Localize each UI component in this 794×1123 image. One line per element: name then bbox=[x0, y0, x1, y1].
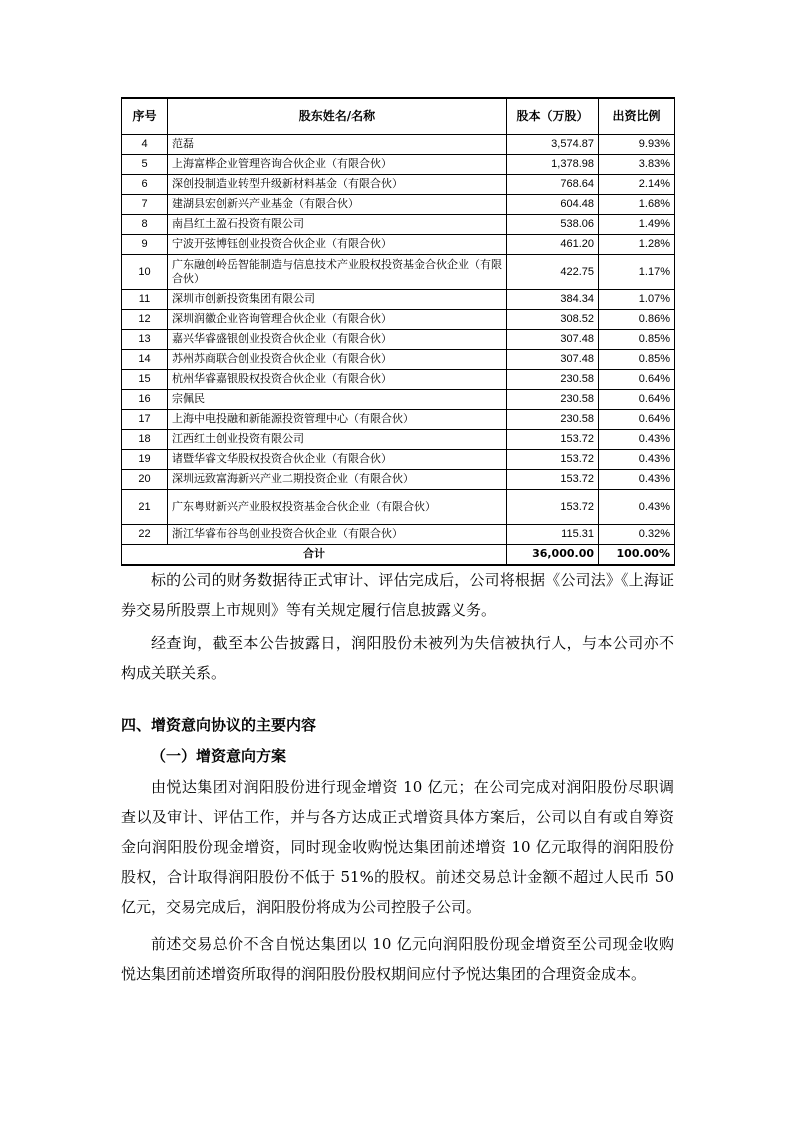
header-name: 股东姓名/名称 bbox=[168, 98, 507, 134]
row-shares: 308.52 bbox=[507, 309, 599, 329]
row-index: 8 bbox=[122, 214, 168, 234]
row-ratio: 2.14% bbox=[599, 174, 675, 194]
row-index: 4 bbox=[122, 134, 168, 154]
row-name: 深圳远致富海新兴产业二期投资企业（有限合伙） bbox=[168, 469, 507, 489]
paragraph-price-note: 前述交易总价不含自悦达集团以 10 亿元向润阳股份现金增资至公司现金收购悦达集团前述增资所取得的润阳股份股权期间应付予悦达集团的合理资金成本。 bbox=[121, 935, 674, 983]
total-ratio: 100.00% bbox=[599, 544, 675, 565]
row-name: 杭州华睿嘉银股权投资合伙企业（有限合伙） bbox=[168, 369, 507, 389]
row-name: 诸暨华睿文华股权投资合伙企业（有限合伙） bbox=[168, 449, 507, 469]
row-index: 15 bbox=[122, 369, 168, 389]
row-ratio: 0.85% bbox=[599, 329, 675, 349]
row-ratio: 0.64% bbox=[599, 369, 675, 389]
row-name: 建湖县宏创新兴产业基金（有限合伙） bbox=[168, 194, 507, 214]
row-index: 13 bbox=[122, 329, 168, 349]
paragraph-financial-disclosure: 标的公司的财务数据待正式审计、评估完成后，公司将根据《公司法》《上海证券交易所股票上市规则》等有关规定履行信息披露义务。 bbox=[121, 571, 674, 619]
row-shares: 1,378.98 bbox=[507, 154, 599, 174]
row-index: 20 bbox=[122, 469, 168, 489]
row-shares: 230.58 bbox=[507, 389, 599, 409]
row-index: 17 bbox=[122, 409, 168, 429]
row-shares: 538.06 bbox=[507, 214, 599, 234]
row-shares: 230.58 bbox=[507, 369, 599, 389]
row-shares: 230.58 bbox=[507, 409, 599, 429]
row-index: 7 bbox=[122, 194, 168, 214]
row-shares: 153.72 bbox=[507, 489, 599, 524]
table-row bbox=[122, 429, 675, 449]
table-row bbox=[122, 524, 675, 544]
row-ratio: 1.68% bbox=[599, 194, 675, 214]
table-row bbox=[122, 134, 675, 154]
row-index: 16 bbox=[122, 389, 168, 409]
row-ratio: 0.85% bbox=[599, 349, 675, 369]
row-shares: 461.20 bbox=[507, 234, 599, 254]
table-row bbox=[122, 309, 675, 329]
table-row bbox=[122, 234, 675, 254]
row-index: 11 bbox=[122, 289, 168, 309]
paragraph-capital-plan: 由悦达集团对润阳股份进行现金增资 10 亿元；在公司完成对润阳股份尽职调查以及审计、评估工作，并与各方达成正式增资具体方案后，公司以自有或自筹资金向润阳股份现金增资，同时现金收购悦达集团前述增资 10 亿元取得的润阳股份股权，合计取得润阳股份不低于 51%的股权。前述交易总计金额不超过人民币 50 亿元，交易完成后，润阳股份将成为公司控股子公司。 bbox=[121, 778, 674, 916]
shareholder-table bbox=[121, 97, 675, 566]
table-row bbox=[122, 214, 675, 234]
row-shares: 3,574.87 bbox=[507, 134, 599, 154]
row-ratio: 0.43% bbox=[599, 469, 675, 489]
row-index: 18 bbox=[122, 429, 168, 449]
row-ratio: 3.83% bbox=[599, 154, 675, 174]
row-name: 江西红土创业投资有限公司 bbox=[168, 429, 507, 449]
row-ratio: 0.64% bbox=[599, 409, 675, 429]
row-name: 深圳润徽企业咨询管理合伙企业（有限合伙） bbox=[168, 309, 507, 329]
row-ratio: 1.07% bbox=[599, 289, 675, 309]
table-row bbox=[122, 174, 675, 194]
row-index: 21 bbox=[122, 489, 168, 524]
paragraph-dishonesty-check: 经查询，截至本公告披露日，润阳股份未被列为失信被执行人，与本公司亦不构成关联关系。 bbox=[121, 634, 674, 682]
row-name: 广东粤财新兴产业股权投资基金合伙企业（有限合伙） bbox=[168, 489, 507, 524]
table-row bbox=[122, 369, 675, 389]
row-name: 广东融创岭岳智能制造与信息技术产业股权投资基金合伙企业（有限合伙） bbox=[168, 254, 507, 289]
row-shares: 384.34 bbox=[507, 289, 599, 309]
row-name: 浙江华睿布谷鸟创业投资合伙企业（有限合伙） bbox=[168, 524, 507, 544]
table-row bbox=[122, 329, 675, 349]
row-index: 9 bbox=[122, 234, 168, 254]
header-ratio: 出资比例 bbox=[599, 98, 675, 134]
row-index: 12 bbox=[122, 309, 168, 329]
table-row bbox=[122, 289, 675, 309]
section-heading: 四、增资意向协议的主要内容 bbox=[121, 716, 317, 734]
row-name: 宁波开弦博钰创业投资合伙企业（有限合伙） bbox=[168, 234, 507, 254]
table-row bbox=[122, 389, 675, 409]
row-ratio: 0.64% bbox=[599, 389, 675, 409]
row-name: 深圳市创新投资集团有限公司 bbox=[168, 289, 507, 309]
row-ratio: 0.32% bbox=[599, 524, 675, 544]
row-ratio: 9.93% bbox=[599, 134, 675, 154]
row-index: 10 bbox=[122, 254, 168, 289]
row-name: 宗佩民 bbox=[168, 389, 507, 409]
total-shares: 36,000.00 bbox=[507, 544, 599, 565]
table-row bbox=[122, 409, 675, 429]
table-row bbox=[122, 154, 675, 174]
table-header-row bbox=[122, 98, 675, 134]
row-shares: 153.72 bbox=[507, 429, 599, 449]
row-name: 深创投制造业转型升级新材料基金（有限合伙） bbox=[168, 174, 507, 194]
row-name: 上海中电投融和新能源投资管理中心（有限合伙） bbox=[168, 409, 507, 429]
header-shares: 股本（万股） bbox=[507, 98, 599, 134]
table-row bbox=[122, 194, 675, 214]
row-shares: 153.72 bbox=[507, 469, 599, 489]
table-row bbox=[122, 349, 675, 369]
row-shares: 422.75 bbox=[507, 254, 599, 289]
row-ratio: 1.49% bbox=[599, 214, 675, 234]
total-label: 合计 bbox=[122, 544, 507, 565]
row-ratio: 1.28% bbox=[599, 234, 675, 254]
row-index: 14 bbox=[122, 349, 168, 369]
table-row bbox=[122, 489, 675, 524]
row-index: 5 bbox=[122, 154, 168, 174]
row-ratio: 0.86% bbox=[599, 309, 675, 329]
row-shares: 604.48 bbox=[507, 194, 599, 214]
table-body bbox=[122, 134, 675, 565]
row-index: 6 bbox=[122, 174, 168, 194]
table-row bbox=[122, 449, 675, 469]
row-shares: 307.48 bbox=[507, 329, 599, 349]
row-name: 范磊 bbox=[168, 134, 507, 154]
row-shares: 153.72 bbox=[507, 449, 599, 469]
row-shares: 115.31 bbox=[507, 524, 599, 544]
row-name: 南昌红土盈石投资有限公司 bbox=[168, 214, 507, 234]
table-total-row bbox=[122, 544, 675, 565]
row-name: 上海富桦企业管理咨询合伙企业（有限合伙） bbox=[168, 154, 507, 174]
row-name: 苏州苏商联合创业投资合伙企业（有限合伙） bbox=[168, 349, 507, 369]
row-ratio: 1.17% bbox=[599, 254, 675, 289]
header-index: 序号 bbox=[122, 98, 168, 134]
table-row bbox=[122, 469, 675, 489]
row-ratio: 0.43% bbox=[599, 449, 675, 469]
row-index: 19 bbox=[122, 449, 168, 469]
sub-heading: （一）增资意向方案 bbox=[151, 747, 287, 765]
table-row bbox=[122, 254, 675, 289]
row-ratio: 0.43% bbox=[599, 489, 675, 524]
row-name: 嘉兴华睿盛银创业投资合伙企业（有限合伙） bbox=[168, 329, 507, 349]
row-ratio: 0.43% bbox=[599, 429, 675, 449]
row-index: 22 bbox=[122, 524, 168, 544]
row-shares: 307.48 bbox=[507, 349, 599, 369]
row-shares: 768.64 bbox=[507, 174, 599, 194]
